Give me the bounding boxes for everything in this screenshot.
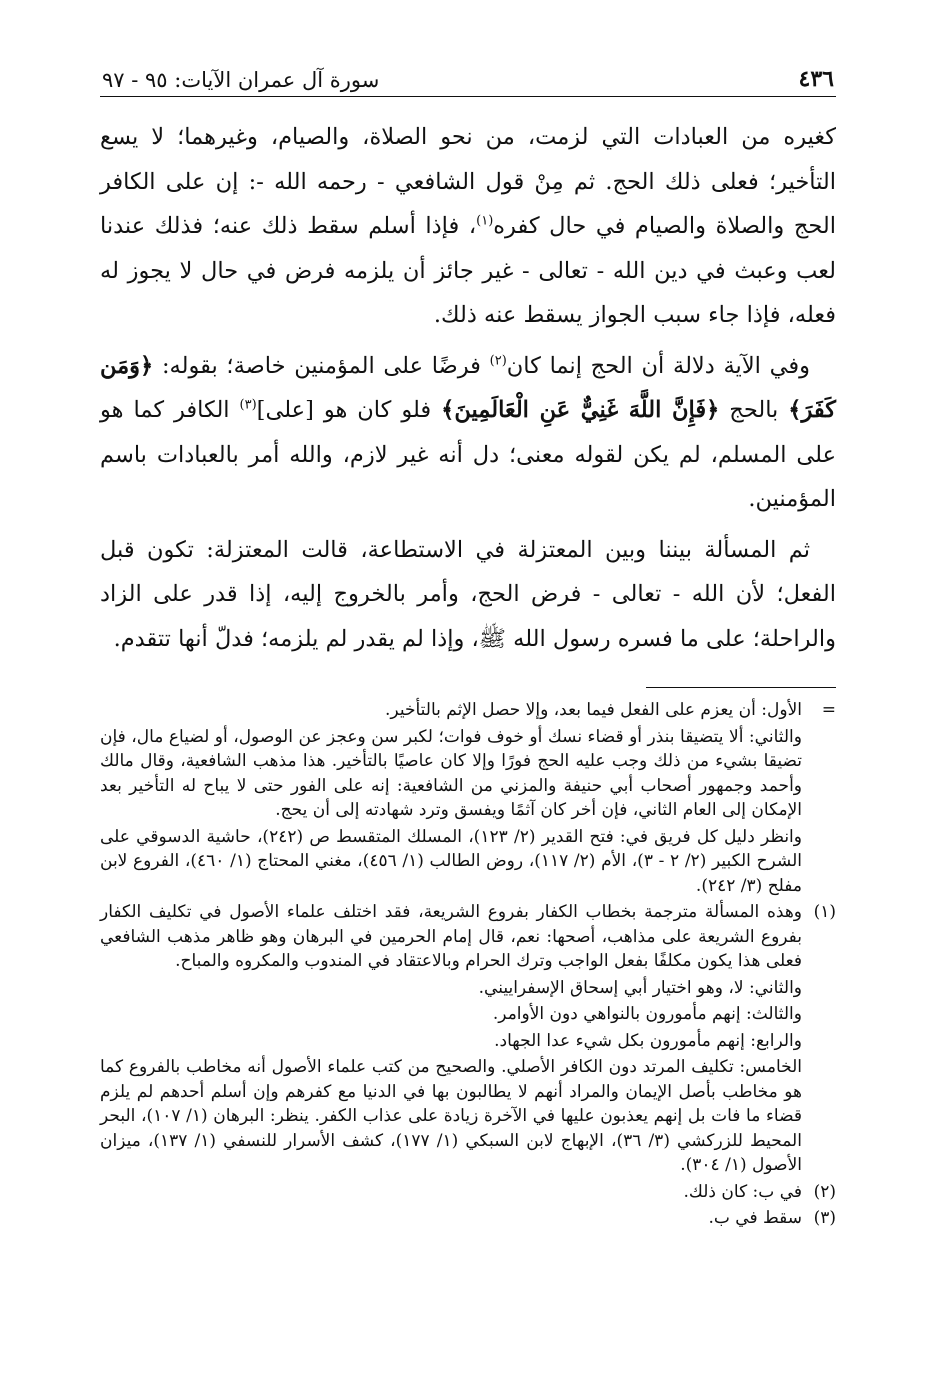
footnote-line: والرابع: إنهم مأمورون بكل شيء عدا الجهاد. [494, 1030, 802, 1051]
footnote-2-mark: (٢) [813, 1181, 836, 1202]
footnote-continuation [100, 698, 836, 900]
paragraph-2-part-b: فرضًا على المؤمنين خاصة؛ بقوله: [153, 352, 490, 379]
quran-quote-1: ﴿وَمَن كَفَرَ﴾ [100, 352, 836, 423]
main-text [100, 115, 836, 661]
footnotes [100, 698, 836, 1233]
footnote-1 [100, 900, 836, 1180]
footnote-line: والثالث: إنهم مأمورون بالنواهي دون الأوامر. [492, 1004, 802, 1024]
footnote-line: والثاني: ألا يتضيقا بنذر أو قضاء نسك أو خوف فوات؛ لكبر سن وعجز عن الوصول، أو لضياع مال، فإن تضيقا بشيء من ذلك وجب عليه الحج فورًا وإلا كان عاصيًا بالتأخير. هذا مذهب الشافعية، وقال مالك وأحمد وجمهور أصحاب أبي حنيفة والمزني من الشافعية: إنه على الفور حتى لا يباح له التأخير بعد الإمكان إلى العام الثاني، فإن أخر كان آثمًا ويفسق وترد شهادته إلى أن يحج. [100, 726, 802, 820]
running-title: سورة آل عمران الآيات: ٩٥ - ٩٧ [102, 68, 380, 92]
footnote-line: والثاني: لا، وهو اختيار أبي إسحاق الإسفراييني. [478, 977, 802, 998]
paragraph-2-part-d: فلو كان هو [على] [256, 397, 442, 423]
footnote-divider [646, 687, 836, 688]
footnote-2 [100, 1180, 836, 1207]
footnote-1-mark: (١) [813, 902, 836, 922]
paragraph-1-part-b: ، فإذا أسلم سقط ذلك عنه؛ فذلك عندنا لعب وعبث في دين الله - تعالى - غير جائز أن يلزمه فرض في حال لا يجوز له فعله، فإذا جاء سبب الجواز يسقط عنه ذلك. [100, 213, 836, 328]
paragraph-2-part-c: بالحج [719, 397, 789, 423]
footnote-3-text: سقط في ب. [708, 1208, 802, 1228]
paragraph-2-part-e: الكافر كما هو على المسلم، لم يكن لقوله معنى؛ دل أنه غير لازم، والله أمر بالعبادات باسم المؤمنين. [100, 397, 836, 512]
footnote-3 [100, 1206, 836, 1233]
footnote-ref-1: (١) [476, 213, 494, 229]
paragraph-1-part-a: كغيره من العبادات التي لزمت، من نحو الصلاة، والصيام، وغيرهما؛ لا يسع التأخير؛ فعلى ذلك الحج. ثم مِنْ قول الشافعي - رحمه الله -: إن على الكافر الحج والصلاة والصيام في حال كفره [100, 124, 836, 239]
footnote-line: الخامس: تكليف المرتد دون الكافر الأصلي. والصحيح من كتب علماء الأصول أنه مخاطب بالفروع كما هو مخاطب بأصل الإيمان والمراد أنهم لا يطالبون بها في الدنيا مع كفرهم وإن أسلم أحدهم لم يلزم قضاء ما فات بل إنهم يعذبون عليها في الآخرة زيادة على عذاب الكفر. ينظر: البرهان (١/ ١٠٧)، البحر المحيط للزركشي (٣/ ٣٦)، الإبهاج لابن السبكي (١/ ١٧٧)، كشف الأسرار للنسفي (١/ ١٣٧)، ميزان الأصول (١/ ٣٠٤). [100, 1057, 802, 1175]
footnote-2-text: في ب: كان ذلك. [683, 1181, 802, 1202]
page-header [100, 52, 836, 97]
continuation-mark: = [821, 700, 836, 720]
footnote-3-mark: (٣) [813, 1208, 836, 1228]
quran-quote-2: ﴿فَإِنَّ اللَّهَ غَنِيٌّ عَنِ الْعَالَمِينَ﴾ [441, 397, 720, 423]
footnote-ref-2: (٢) [489, 353, 507, 368]
footnote-line: وهذه المسألة مترجمة بخطاب الكفار بفروع الشريعة، فقد اختلف علماء الأصول في تكليف الكفار بفروع الشريعة على مذاهب، أصحها: نعم، قال إمام الحرمين في البرهان وهو ظاهر مذهب الشافعي فعلى هذا يكون مكلفًا بفعل الواجب وترك الحرام وبالاعتقاد في المندوب والمكروه والمباح. [100, 902, 802, 971]
footnote-line: وانظر دليل كل فريق في: فتح القدير (٢/ ١٢٣)، المسلك المتقسط ص (٢٤٢)، حاشية الدسوقي على الشرح الكبير (٢/ ٢ - ٣)، الأم (٢/ ١١٧)، روض الطالب (١/ ٤٥٦)، مغني المحتاج (١/ ٤٦٠)، الفروع لابن مفلح (٣/ ٢٤٢). [100, 826, 802, 896]
paragraph-3: ثم المسألة بيننا وبين المعتزلة في الاستطاعة، قالت المعتزلة: تكون قبل الفعل؛ لأن الله - تعالى - فرض الحج، وأمر بالخروج إليه، إذا قدر على الزاد والراحلة؛ على ما فسره رسول الله ﷺ، وإذا لم يقدر لم يلزمه؛ فدلّ أنها تتقدم. [100, 536, 836, 652]
paragraph-2 [100, 344, 836, 522]
footnote-line: الأول: أن يعزم على الفعل فيما بعد، وإلا حصل الإثم بالتأخير. [385, 700, 802, 720]
paragraph-1 [100, 115, 836, 338]
page-number: ٤٣٦ [798, 66, 834, 92]
paragraph-2-part-a: وفي الآية دلالة أن الحج إنما كان [506, 352, 810, 379]
footnote-ref-3: (٣) [239, 397, 257, 413]
